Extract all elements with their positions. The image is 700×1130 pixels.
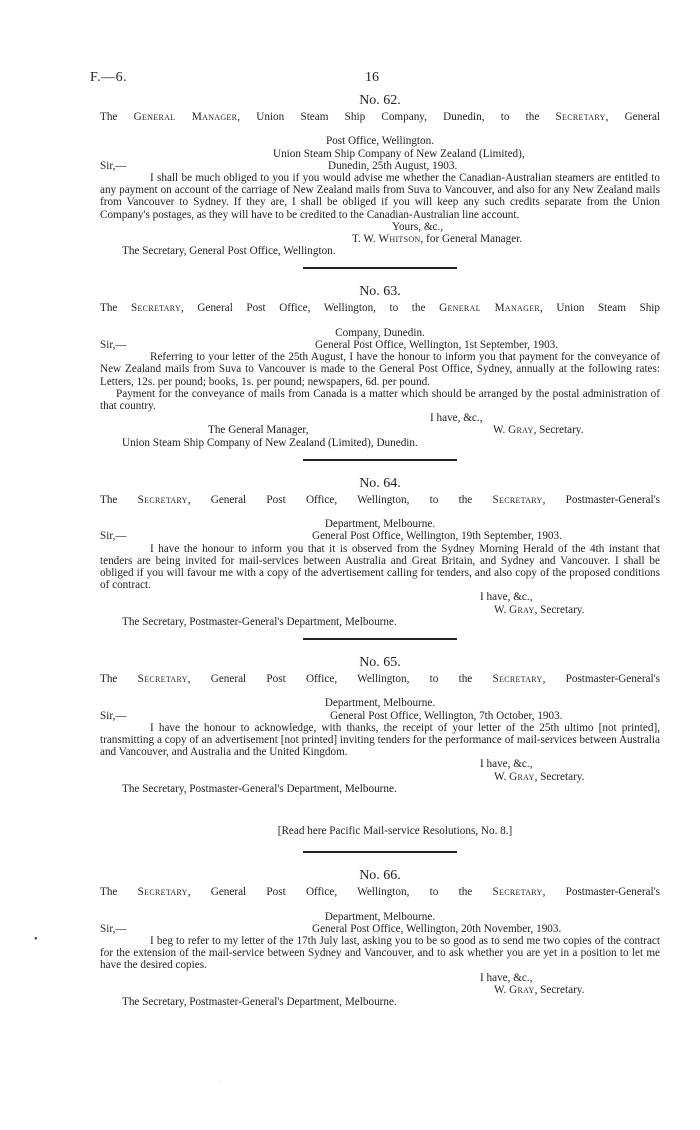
letter-heading: The Secretary, General Post Office, Wellington, to the Secretary, Postmaster-General's	[100, 886, 660, 899]
letter-65	[100, 654, 660, 795]
spacer	[100, 795, 660, 825]
letter-63	[100, 283, 660, 448]
recipient-address: Union Steam Ship Company of New Zealand (Limited), Dunedin.	[122, 436, 418, 449]
salutation-row	[100, 710, 660, 722]
closing: Yours, &c.,	[392, 220, 444, 233]
letter-heading: The Secretary, General Post Office, Wellington, to the Secretary, Postmaster-General's	[100, 673, 660, 686]
closing: I have, &c.,	[480, 758, 533, 771]
sender-line: General Post Office, Wellington, 7th October, 1903.	[330, 709, 563, 722]
salutation-row	[100, 339, 660, 351]
margin-mark: •	[34, 934, 38, 945]
letter-number: No. 66.	[359, 868, 401, 884]
signature: W. Gray, Secretary.	[494, 983, 585, 996]
letter-heading-line-2: Company, Dunedin.	[335, 326, 425, 339]
letter-64	[100, 475, 660, 628]
signature: T. W. Whitson, for General Manager.	[352, 233, 523, 246]
page-number: 16	[365, 70, 379, 85]
letter-body: I beg to refer to my letter of the 17th July last, asking you to be so good as to send me two copies of the contract for the extension of the mail-service between Sydney and Vancouver, and to ask whether you are yet in a position to let me have the desired copies.	[100, 935, 660, 972]
salutation-row	[100, 923, 660, 935]
recipient-address: The Secretary, Postmaster-General's Department, Melbourne.	[122, 615, 397, 628]
letter-number: No. 63.	[359, 284, 401, 300]
letter-body-2: Payment for the conveyance of mails from Canada is a matter which should be arranged by the postal administration of that country.	[100, 387, 660, 413]
recipient-address: The Secretary, General Post Office, Wellington.	[122, 245, 336, 258]
sender-line-1: Union Steam Ship Company of New Zealand (Limited),	[273, 147, 525, 160]
letter-heading-line-2: Department, Melbourne.	[324, 697, 436, 710]
salutation: Sir,—	[100, 709, 127, 722]
section-divider	[303, 459, 457, 461]
signature: W. Gray, Secretary.	[493, 424, 584, 437]
salutation-row	[100, 530, 660, 542]
sender-line-2: Dunedin, 25th August, 1903.	[328, 159, 458, 172]
recipient-address: The Secretary, Postmaster-General's Department, Melbourne.	[122, 996, 397, 1009]
page-mark: .	[219, 1078, 221, 1084]
closing: I have, &c.,	[480, 591, 533, 604]
salutation: Sir,—	[100, 159, 127, 172]
letter-body: I have the honour to acknowledge, with thanks, the receipt of your letter of the 25th ultimo [not printed], transmitting a copy of an advertisement [not printed] inviting tenders for the performance of mail-services between Australia and Vancouver, and Australia and the United Kingdom.	[100, 721, 660, 759]
section-divider	[303, 851, 457, 853]
letter-heading-line-2: Post Office, Wellington.	[325, 135, 435, 148]
section-divider	[303, 638, 457, 640]
letter-body: I have the honour to inform you that it is observed from the Sydney Morning Herald of the 4th instant that tenders are being invited for mail-services between Australia and Great Britain, and Sydney and Vancouver. I shall be obliged if you will favour me with a copy of the advertisement calling for tenders, and also copy of the proposed conditions of contract.	[100, 542, 660, 592]
section-divider	[303, 267, 457, 269]
letter-number: No. 64.	[359, 475, 401, 491]
editorial-note: [Read here Pacific Mail-service Resolutions, No. 8.]	[277, 825, 513, 838]
letter-number: No. 65.	[359, 655, 401, 671]
letter-number: No. 62.	[359, 93, 401, 108]
letter-heading-line-2: Department, Melbourne.	[324, 910, 436, 923]
recipient-address: The Secretary, Postmaster-General's Department, Melbourne.	[122, 782, 397, 795]
salutation: Sir,—	[100, 922, 127, 935]
sender-line: General Post Office, Wellington, 1st September, 1903.	[315, 339, 559, 352]
sender-line: General Post Office, Wellington, 20th November, 1903.	[312, 922, 562, 935]
salutation: Sir,—	[100, 339, 127, 352]
letter-66	[100, 867, 660, 1008]
signature: W. Gray, Secretary.	[494, 770, 585, 783]
document-reference: F.—6.	[90, 70, 128, 85]
letter-heading: The General Manager, Union Steam Ship Company, Dunedin, to the Secretary, General	[100, 111, 661, 123]
page-header	[90, 70, 660, 92]
salutation-row	[100, 160, 660, 172]
addressee-row	[100, 424, 660, 436]
letter-heading: The Secretary, General Post Office, Wellington, to the Secretary, Postmaster-General's	[100, 493, 660, 506]
closing: I have, &c.,	[430, 412, 483, 425]
letter-body: Referring to your letter of the 25th August, I have the honour to inform you that payment for the conveyance of New Zealand mails from Suva to Vancouver is made to the General Post Office, Sydney, annually at the following rates: Letters, 12s. per pound; books, 1s. per pound; newspapers, 6d. per pound.	[100, 351, 660, 388]
signature: W. Gray, Secretary.	[494, 603, 585, 616]
salutation: Sir,—	[100, 530, 127, 543]
sender-line: General Post Office, Wellington, 19th September, 1903.	[312, 530, 562, 543]
addressee: The General Manager,	[208, 424, 309, 437]
closing: I have, &c.,	[480, 971, 533, 984]
letter-heading-line-2: Department, Melbourne.	[324, 518, 436, 531]
document-page	[90, 70, 661, 1009]
letter-62	[100, 92, 660, 257]
letter-heading: The Secretary, General Post Office, Wellington, to the General Manager, Union Steam Ship	[100, 302, 660, 315]
letter-body: I shall be much obliged to you if you would advise me whether the Canadian-Australian steamers are entitled to any payment on account of the carriage of New Zealand mails from Suva to Vancouver, and also for any New Zealand mails from Vancouver to Sydney. If they are, I shall be obliged if you will keep any such credits separate from the Union Company's postages, as they will have to be credited to the Canadian-Australian line account.	[100, 172, 660, 221]
